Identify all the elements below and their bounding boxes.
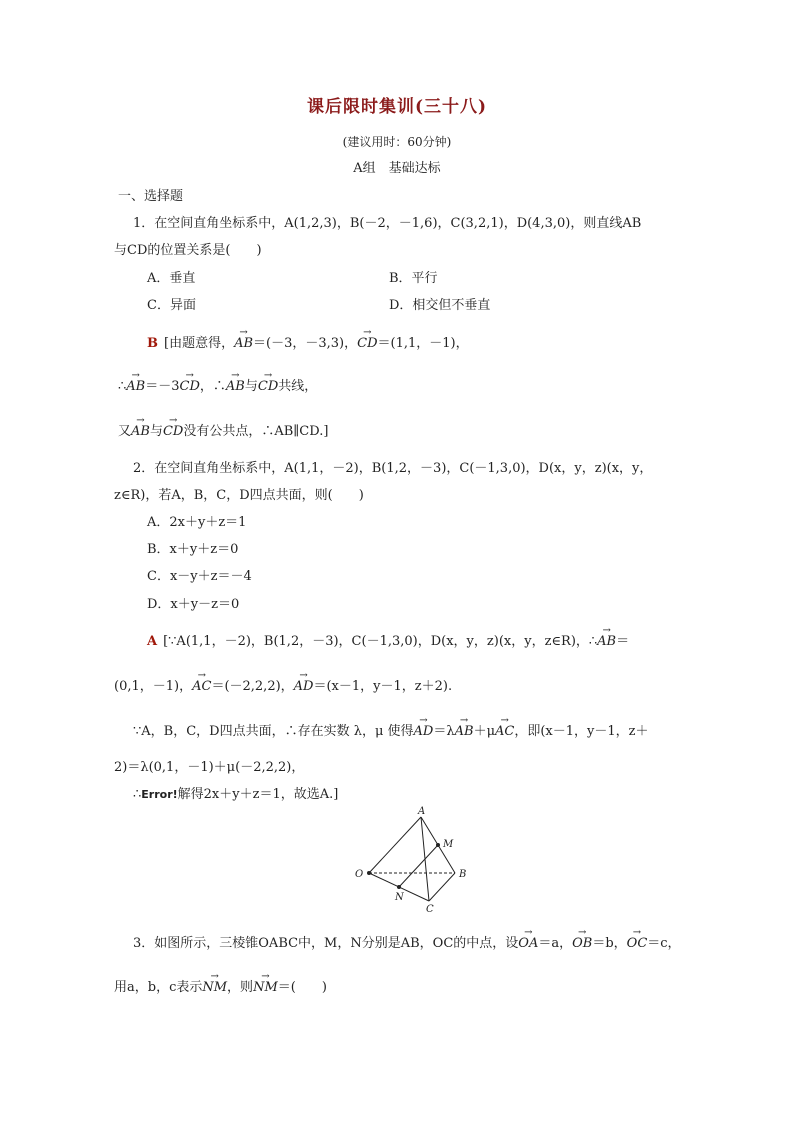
q2-solution-line1: A [∵A(1,1，－2)，B(1,2，－3)，C(－1,3,0)，D(x，y，z)(x，y，z∈R)，∴→ AB＝	[147, 633, 629, 651]
segment-nm	[399, 845, 438, 887]
q2-stem-line2: z∈R)，若A，B，C，D四点共面，则( )	[114, 488, 364, 503]
point-m	[436, 843, 440, 847]
tetrahedron-figure	[345, 805, 480, 915]
label-b: B	[459, 869, 467, 880]
vector-ab: → AB	[234, 335, 253, 353]
q2-option-d: D．x＋y－z＝0	[147, 597, 240, 612]
q1-option-d: D．相交但不垂直	[389, 298, 491, 313]
point-n	[397, 885, 401, 889]
q1-solution-line3: 又→ AB与→ CD没有公共点，∴AB∥CD.]	[118, 423, 328, 441]
q2-solution-line5: ∴Error!解得2x＋y＋z＝1，故选A.]	[133, 787, 339, 802]
q2-answer: A	[147, 634, 158, 649]
q1-solution-line2: ∴→ AB＝－3→ CD，∴→ AB与→ CD共线，	[118, 378, 317, 396]
q1-stem-line1: 1．在空间直角坐标系中，A(1,2,3)，B(－2，－1,6)，C(3,2,1)，D(4,3,0)，则直线AB	[133, 216, 642, 231]
q2-solution-line3: ∵A，B，C，D四点共面，∴存在实数 λ，μ 使得→ AD＝λ→ AB＋μ→ AC，即(x－1，y－1，z＋	[133, 723, 649, 741]
edge-oa	[369, 817, 421, 873]
q2-solution-line4: 2)＝λ(0,1，－1)＋μ(－2,2,2)，	[114, 760, 305, 775]
q2-option-a: A．2x＋y＋z＝1	[147, 515, 247, 530]
section-heading: 一、选择题	[118, 189, 184, 204]
label-a: A	[418, 806, 426, 817]
label-c: C	[426, 904, 434, 915]
group-heading: A组 基础达标	[353, 161, 441, 176]
q2-option-b: B．x＋y＋z＝0	[147, 542, 239, 557]
error-text: Error!	[141, 788, 178, 801]
q1-option-a: A．垂直	[147, 271, 196, 286]
time-note: (建议用时：60分钟)	[342, 135, 452, 149]
q1-solution-line1: B [由题意得，→ AB＝(－3，－3,3)，→ CD＝(1,1，－1)，	[147, 335, 469, 353]
label-m: M	[443, 839, 454, 850]
q1-option-c: C．异面	[147, 298, 196, 313]
q1-stem-line2: 与CD的位置关系是( )	[114, 243, 262, 258]
q2-option-c: C．x－y＋z＝－4	[147, 569, 252, 584]
q2-stem-line1: 2．在空间直角坐标系中，A(1,1，－2)，B(1,2，－3)，C(－1,3,0)，D(x，y，z)(x，y，	[133, 461, 653, 476]
label-o: O	[355, 869, 364, 880]
edge-cb	[429, 873, 455, 901]
vector-cd: → CD	[357, 335, 377, 353]
point-o	[367, 871, 371, 875]
q1-answer: B	[147, 336, 158, 351]
q2-solution-line2: (0,1，－1)，→ AC＝(－2,2,2)，→ AD＝(x－1，y－1，z＋2).	[114, 678, 452, 696]
page-title: 课后限时集训(三十八)	[306, 97, 488, 117]
label-n: N	[395, 892, 404, 903]
q3-stem-line1: 3．如图所示，三棱锥OABC中，M，N分别是AB，OC的中点，设→ OA＝a，→ OB＝b，→ OC＝c，	[133, 935, 681, 953]
q1-option-b: B．平行	[389, 271, 438, 286]
q3-stem-line2: 用a，b，c表示→ NM，则→ NM＝( )	[114, 979, 327, 997]
